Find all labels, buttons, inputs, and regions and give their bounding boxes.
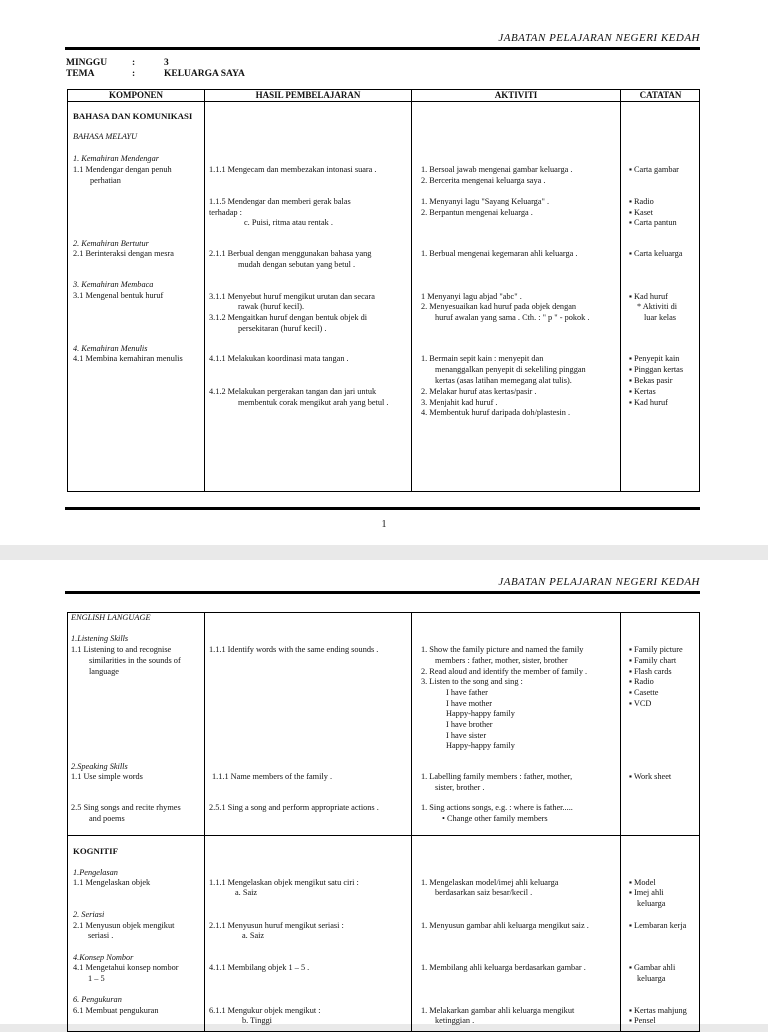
note: ▪ Carta keluarga [629,249,683,258]
skill-heading: 2.Speaking Skills [71,762,128,771]
note: ▪ Casette [629,688,659,697]
note: ▪ Radio [629,197,654,206]
note: ▪ Kertas mahjung [629,1006,687,1015]
note: ▪ Family picture [629,645,683,654]
outcome: 1.1.1 Name members of the family . [212,772,333,781]
activity: members : father, mother, sister, brother [435,656,568,665]
skill-heading: 3. Kemahiran Membaca [73,280,154,289]
header-rule [65,47,700,50]
minggu-label: MINGGU [66,58,108,68]
lesson-table-2 [67,612,700,1032]
skill-heading: 1.Listening Skills [71,634,129,643]
activity: I have brother [446,720,493,729]
note: ▪ Kaset [629,208,653,217]
skill-heading: 1.Pengelasan [73,868,118,877]
tema-row [66,69,245,79]
activity: 1. Melakarkan gambar ahli keluarga mengikut [421,1006,575,1015]
col-header-hasil: HASIL PEMBELAJARAN [255,90,361,100]
section-title: KOGNITIF [73,846,118,856]
activity: 1. Berbual mengenai kegemaran ahli keluarga . [421,249,578,258]
outcome: a. Saiz [235,888,258,897]
section-title: BAHASA DAN KOMUNIKASI [73,111,193,121]
skill-item: 4.1 Mengetahui konsep nombor [73,963,179,972]
activity: Happy-happy family [446,741,515,750]
skill-item: and poems [89,814,125,823]
activity: 1. Mengelaskan model/imej ahli keluarga [421,878,559,887]
note: ▪ Lembaran kerja [629,921,687,930]
note: ▪ Work sheet [629,772,672,781]
activity: 1. Menyusun gambar ahli keluarga mengikut saiz . [421,921,589,930]
skill-heading: 4. Kemahiran Menulis [73,344,148,353]
page-2 [0,560,768,1024]
activity: 3. Listen to the song and sing : [421,677,523,686]
outcome: 2.1.1 Menyusun huruf mengikut seriasi : [209,921,344,930]
outcome: membentuk corak mengikut arah yang betul . [238,398,389,407]
skill-item: seriasi . [88,931,114,940]
skill-item: 6.1 Membuat pengukuran [73,1006,159,1015]
skill-item: similarities in the sounds of [89,656,181,665]
footer-rule [65,507,700,510]
note: * Aktiviti di [637,302,678,311]
outcome: 1.1.1 Mengelaskan objek mengikut satu ciri : [209,878,359,887]
activity: 1. Sing actions songs, e.g. : where is father..... [421,803,573,812]
note: ▪ Flash cards [629,667,672,676]
activity: 2. Menyesuaikan kad huruf pada objek dengan [421,302,577,311]
activity: 4. Membentuk huruf daripada doh/plastesin . [421,408,571,417]
outcome: 1.1.1 Mengecam dan membezakan intonasi suara . [209,165,377,174]
col-header-komponen: KOMPONEN [109,90,163,100]
colon: : [132,58,136,68]
activity: 1. Labelling family members : father, mother, [421,772,573,781]
page-number: 1 [381,519,387,530]
outcome: 3.1.1 Menyebut huruf mengikut urutan dan secara [209,292,375,301]
note: ▪ Kertas [629,387,656,396]
subject-title: ENGLISH LANGUAGE [71,613,151,622]
activity: 1. Bermain sepit kain : menyepit dan [421,354,544,363]
activity: kertas (asas latihan memegang alat tulis). [435,376,572,385]
skill-heading: 2. Kemahiran Bertutur [73,239,149,248]
page-header: JABATAN PELAJARAN NEGERI KEDAH [498,576,700,588]
note: ▪ Family chart [629,656,677,665]
skill-heading: 6. Pengukuran [73,995,122,1004]
outcome: 4.1.1 Membilang objek 1 – 5 . [209,963,310,972]
outcome: terhadap : [209,208,242,217]
note: ▪ Gambar ahli [629,963,676,972]
activity: • Change other family members [442,814,548,823]
skill-item: language [89,667,119,676]
activity: sister, brother . [435,783,485,792]
col-header-catatan: CATATAN [639,90,682,100]
activity: I have mother [446,699,493,708]
activity: menanggalkan penyepit di sekeliling pinggan [435,365,586,374]
skill-heading: 2. Seriasi [73,910,105,919]
activity: 2. Melakar huruf atas kertas/pasir . [421,387,537,396]
note: ▪ Model [629,878,656,887]
col-header-aktiviti: AKTIVITI [494,90,538,100]
activity: huruf awalan yang sama . Cth. : " p " - pokok . [435,313,590,322]
subject-title: BAHASA MELAYU [73,132,138,141]
page-header: JABATAN PELAJARAN NEGERI KEDAH [498,32,700,44]
skill-item: 1.1 Listening to and recognise [71,645,172,654]
activity: Happy-happy family [446,709,515,718]
tema-label: TEMA [66,69,95,79]
outcome: 1.1.1 Identify words with the same ending sounds . [209,645,379,654]
note: ▪ Kad huruf [629,292,668,301]
activity: 2. Read aloud and identify the member of family . [421,667,588,676]
skill-item: 2.1 Berinteraksi dengan mesra [73,249,174,258]
activity: I have sister [446,731,487,740]
colon: : [132,69,136,79]
outcome: 3.1.2 Mengaitkan huruf dengan bentuk objek di [209,313,368,322]
skill-item: 1.1 Mengelaskan objek [73,878,151,887]
note: ▪ Carta gambar [629,165,679,174]
note: ▪ Imej ahli [629,888,664,897]
activity: 1. Menyanyi lagu "Sayang Keluarga" . [421,197,550,206]
minggu-row [66,58,169,68]
note: keluarga [637,899,666,908]
activity: 2. Berpantun mengenai keluarga . [421,208,533,217]
outcome: rawak (huruf kecil). [238,302,305,311]
skill-item: 1.1 Mendengar dengan penuh [73,165,172,174]
activity: 1 Menyanyi lagu abjad "abc" . [421,292,522,301]
skill-item: perhatian [90,176,121,185]
note: ▪ Bekas pasir [629,376,673,385]
outcome: b. Tinggi [242,1016,272,1025]
outcome: 1.1.5 Mendengar dan memberi gerak balas [209,197,351,206]
tema-value: KELUARGA SAYA [164,69,245,79]
skill-heading: 4.Konsep Nombor [73,953,134,962]
skill-heading: 1. Kemahiran Mendengar [73,154,159,163]
skill-item: 1 – 5 [88,974,105,983]
activity: berdasarkan saiz besar/kecil . [435,888,533,897]
note: ▪ Carta pantun [629,218,677,227]
outcome: 2.1.1 Berbual dengan menggunakan bahasa yang [209,249,372,258]
note: keluarga [637,974,666,983]
header-rule [65,591,700,594]
activity: 1. Membilang ahli keluarga berdasarkan gambar . [421,963,586,972]
note: ▪ VCD [629,699,652,708]
skill-item: 3.1 Mengenal bentuk huruf [73,291,164,300]
outcome: persekitaran (huruf kecil) . [238,324,327,333]
minggu-value: 3 [164,58,169,68]
note: ▪ Pensel [629,1016,656,1025]
activity: 3. Menjahit kad huruf . [421,398,498,407]
skill-item: 1.1 Use simple words [71,772,143,781]
outcome: c. Puisi, ritma atau rentak . [244,218,333,227]
activity: 1. Show the family picture and named the family [421,645,584,654]
outcome: 2.5.1 Sing a song and perform appropriate actions . [209,803,379,812]
outcome: mudah dengan sebutan yang betul . [238,260,356,269]
note: ▪ Kad huruf [629,398,668,407]
outcome: a. Saiz [242,931,265,940]
lesson-table-1 [67,89,700,492]
outcome: 4.1.1 Melakukan koordinasi mata tangan . [209,354,349,363]
outcome: 4.1.2 Melakukan pergerakan tangan dan jari untuk [209,387,377,396]
activity: 2. Bercerita mengenai keluarga saya . [421,176,546,185]
activity: ketinggian . [435,1016,475,1025]
outcome: 6.1.1 Mengukur objek mengikut : [209,1006,321,1015]
activity: I have father [446,688,488,697]
activity: 1. Bersoal jawab mengenai gambar keluarga . [421,165,573,174]
note: ▪ Radio [629,677,654,686]
skill-item: 2.1 Menyusun objek mengikut [73,921,175,930]
skill-item: 2.5 Sing songs and recite rhymes [71,803,181,812]
note: ▪ Pinggan kertas [629,365,684,374]
skill-item: 4.1 Membina kemahiran menulis [73,354,183,363]
note: ▪ Penyepit kain [629,354,680,363]
note: luar kelas [644,313,677,322]
